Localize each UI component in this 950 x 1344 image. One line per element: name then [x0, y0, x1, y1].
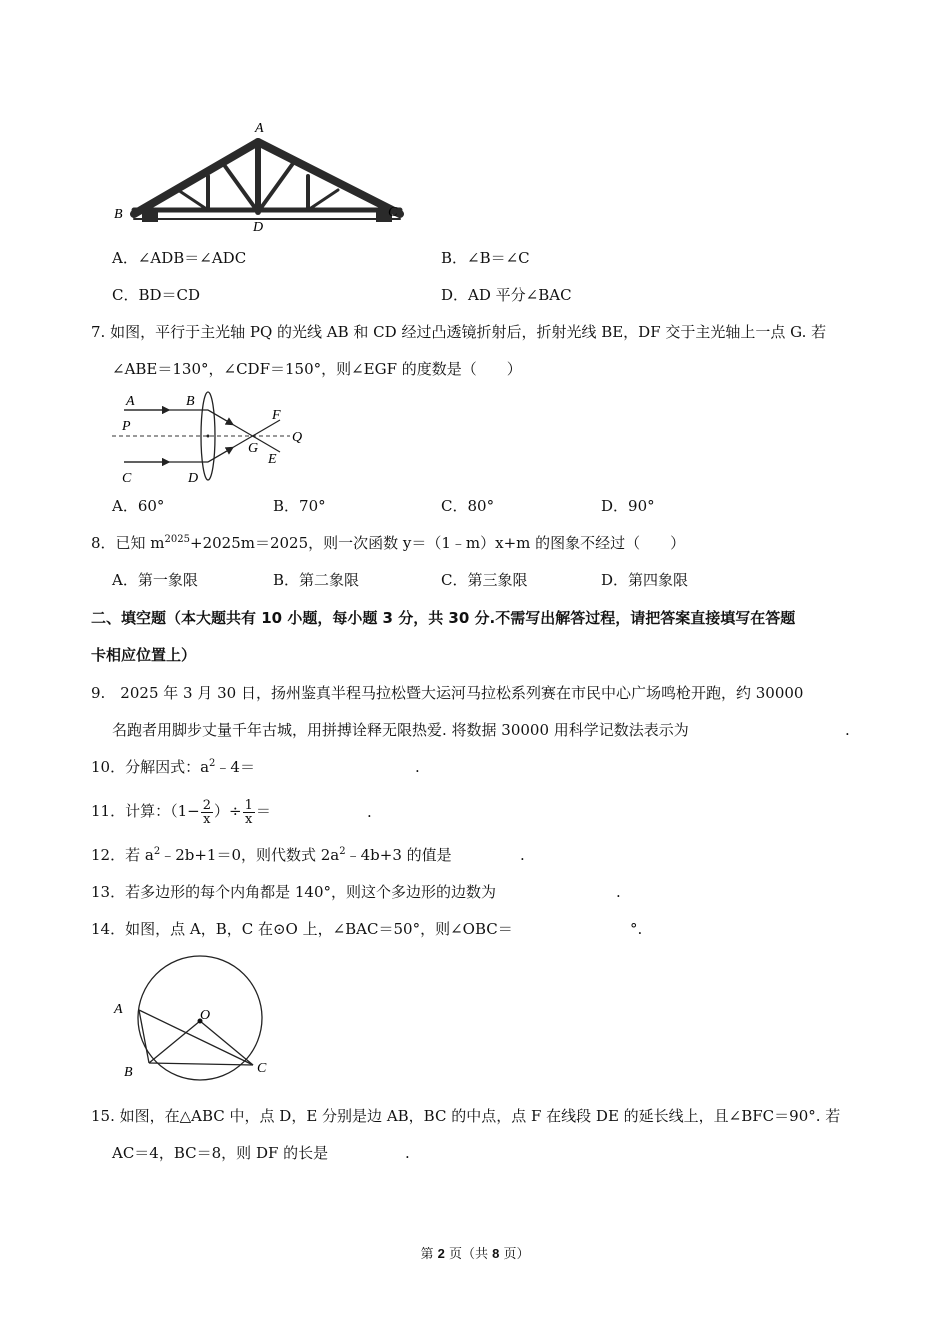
section-heading-line2: 卡相应位置上） [91, 646, 197, 664]
q8-stem: 8．已知 $m^{2025}+2025m=2025$，则一次函数 y＝（1﹣m）x+m 的图象不经过（ ） [91, 534, 686, 552]
q10-stem: 10．分解因式：$a^2﹣4=$ [91, 758, 255, 776]
q13-stem: 13．若多边形的每个内角都是 140°，则这个多边形的边数为 [91, 883, 496, 901]
q8-option-b: B．第二象限 [273, 571, 360, 589]
lens-label-b: B [186, 394, 195, 409]
q11-stem: 11．计算：（1− $\frac{2}{x}$ ）÷ $\frac{1}{x}$ ＝ [91, 797, 271, 827]
q13-answer-end: . [616, 883, 621, 901]
circle-figure [110, 950, 280, 1082]
q7-option-a: A．60° [112, 497, 165, 515]
truss-label-b: B [114, 207, 123, 222]
q12-answer-end: . [520, 846, 525, 864]
fraction-2-over-x: $\frac{2}{x}$ [202, 797, 211, 827]
q8-option-a: A．第一象限 [112, 571, 198, 589]
q14-stem: 14．如图，点 A，B，C 在⊙O 上，∠BAC＝50°，则∠OBC＝ [91, 920, 513, 938]
lens-label-q: Q [292, 430, 303, 445]
q6-option-b: B．∠B＝∠C [441, 249, 530, 267]
q15-stem-line2: AC＝4，BC＝8，则 DF 的长是 [112, 1144, 329, 1162]
lens-label-g: G [248, 441, 259, 456]
q10-answer-end: . [415, 758, 420, 776]
q15-stem-line1: 15. 如图，在△ABC 中，点 D，E 分别是边 AB，BC 的中点，点 F 在线段 DE 的延长线上，且∠BFC＝90°. 若 [91, 1107, 841, 1125]
fraction-1-over-x: $\frac{1}{x}$ [244, 797, 253, 827]
truss-label-a: A [255, 121, 264, 136]
truss-label-c: C [388, 205, 398, 220]
circle-label-b: B [124, 1065, 133, 1080]
q6-option-c: C．BD＝CD [112, 286, 201, 304]
q11-answer-end: . [367, 803, 372, 821]
circle-label-c: C [257, 1061, 267, 1076]
lens-label-d: D [188, 471, 199, 486]
section-heading-line1: 二、填空题（本大题共有 10 小题，每小题 3 分，共 30 分.不需写出解答过程，请把答案直接填写在答题 [91, 609, 796, 627]
lens-label-a: A [126, 394, 135, 409]
q14-answer-end: °. [630, 920, 643, 938]
current-page-number: 2 [437, 1246, 445, 1261]
lens-figure [110, 390, 320, 488]
q7-stem-line2: ∠ABE＝130°，∠CDF＝150°，则∠EGF 的度数是（ ） [112, 360, 522, 378]
q6-option-a: A．∠ADB＝∠ADC [112, 249, 247, 267]
truss-label-d: D [253, 220, 264, 233]
lens-label-e: E [268, 452, 277, 467]
q7-stem-line1: 7. 如图，平行于主光轴 PQ 的光线 AB 和 CD 经过凸透镜折射后，折射光线 BE，DF 交于主光轴上一点 G. 若 [91, 323, 827, 341]
lens-label-f: F [272, 408, 281, 423]
q8-option-c: C．第三象限 [441, 571, 528, 589]
q9-answer-end: . [845, 721, 850, 739]
total-page-count: 8 [492, 1246, 500, 1261]
circle-label-o: O [200, 1008, 211, 1023]
q9-stem-line2: 名跑者用脚步丈量千年古城，用拼搏诠释无限热爱. 将数据 30000 用科学记数法表示为 [112, 721, 689, 739]
lens-label-p: P [122, 419, 131, 434]
q12-stem: 12．若 $a^2﹣2b+1=0$，则代数式 $2a^2﹣4b+3$ 的值是 [91, 846, 452, 864]
page-footer: 第 2 页（共 8 页） [420, 1246, 530, 1262]
lens-label-c: C [122, 471, 132, 486]
q7-option-d: D．90° [601, 497, 655, 515]
truss-figure [112, 118, 412, 233]
circle-label-a: A [114, 1002, 123, 1017]
q7-option-b: B．70° [273, 497, 326, 515]
q15-answer-end: . [405, 1144, 410, 1162]
q9-stem-line1: 9. 2025 年 3 月 30 日，扬州鉴真半程马拉松暨大运河马拉松系列赛在市民中心广场鸣枪开跑，约 30000 [91, 684, 804, 702]
q7-option-c: C．80° [441, 497, 495, 515]
q6-option-d: D．AD 平分∠BAC [441, 286, 572, 304]
q8-option-d: D．第四象限 [601, 571, 689, 589]
